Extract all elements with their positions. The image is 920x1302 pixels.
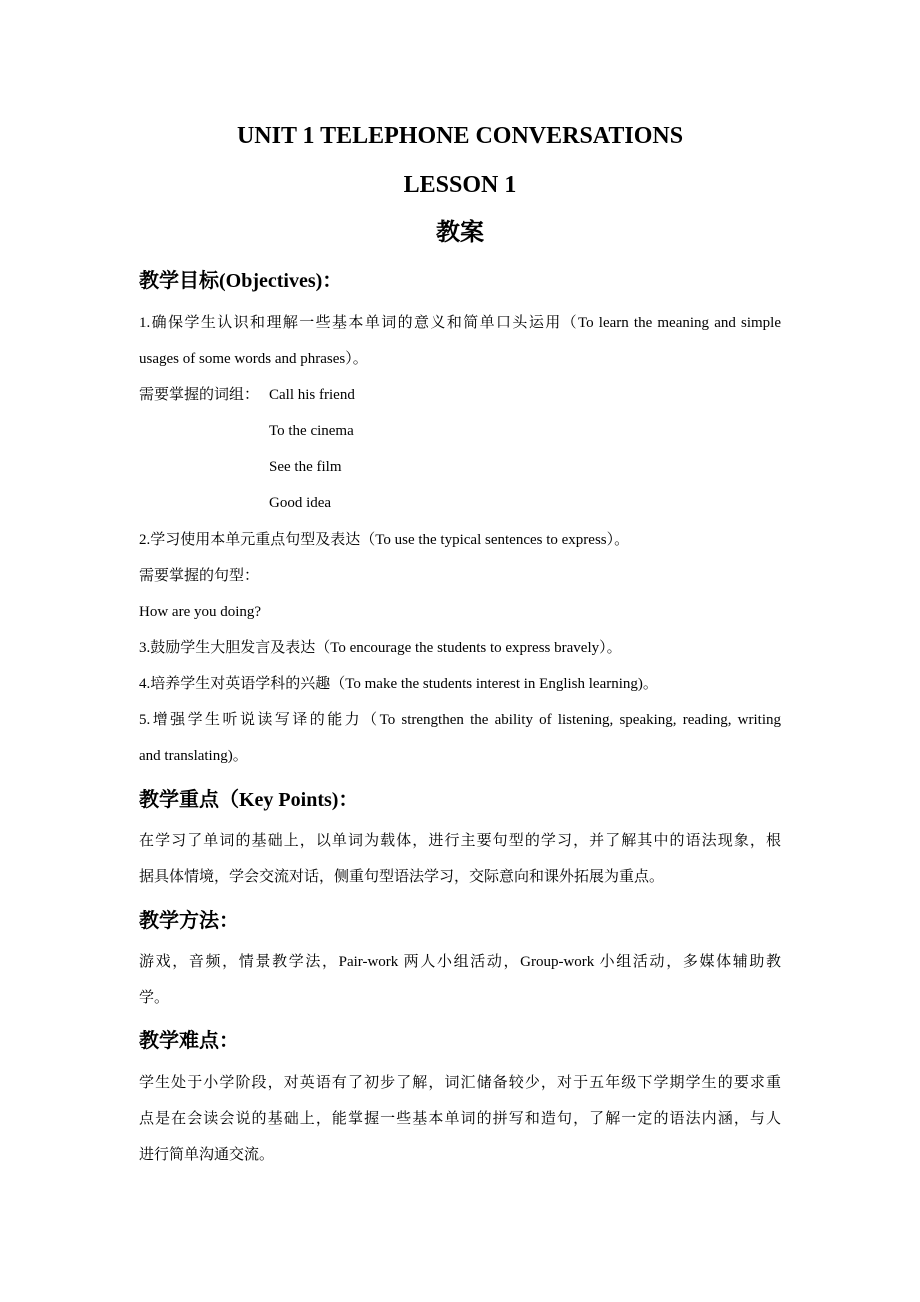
objective-item-1-line-2: usages of some words and phrases）。 xyxy=(139,351,368,367)
lesson-title: LESSON 1 xyxy=(403,172,517,198)
methods-line-1: 游戏，音频，情景教学法，Pair-work 两人小组活动，Group-work 小组活动，多媒体辅助教 xyxy=(139,954,781,970)
difficulties-line-1: 学生处于小学阶段，对英语有了初步了解，词汇储备较少，对于五年级下学期学生的要求重 xyxy=(139,1075,781,1091)
objective-item-5-line-2: and translating)。 xyxy=(139,748,248,764)
lesson-plan-title: 教案 xyxy=(436,220,484,246)
phrase-item: Call his friend xyxy=(269,387,355,403)
phrases-label: 需要掌握的词组： xyxy=(139,387,260,403)
unit-title: UNIT 1 TELEPHONE CONVERSATIONS xyxy=(236,123,684,149)
difficulties-heading: 教学难点： xyxy=(139,1030,239,1052)
methods-heading: 教学方法： xyxy=(139,910,239,932)
objectives-heading: 教学目标(Objectives)： xyxy=(139,270,343,292)
phrase-item: Good idea xyxy=(269,495,332,511)
phrase-item: To the cinema xyxy=(269,423,354,439)
methods-line-2: 学。 xyxy=(139,990,170,1006)
key-points-heading: 教学重点（Key Points)： xyxy=(139,789,359,811)
sentences-label: 需要掌握的句型： xyxy=(139,568,260,584)
objective-item-5-line-1: 5.增强学生听说读写译的能力（To strengthen the ability of listening, speaking, reading, writing xyxy=(139,712,781,728)
objective-item-1-line-1: 1.确保学生认识和理解一些基本单词的意义和简单口头运用（To learn the meaning and simple xyxy=(139,315,781,331)
objective-item-2: 2.学习使用本单元重点句型及表达（To use the typical sentences to express）。 xyxy=(139,532,630,548)
difficulties-line-3: 进行简单沟通交流。 xyxy=(139,1147,275,1163)
difficulties-line-2: 点是在会读会说的基础上，能掌握一些基本单词的拼写和造句，了解一定的语法内涵，与人 xyxy=(139,1111,781,1127)
phrase-item: See the film xyxy=(269,459,342,475)
sentence-item: How are you doing? xyxy=(139,604,262,620)
key-points-line-1: 在学习了单词的基础上，以单词为载体，进行主要句型的学习，并了解其中的语法现象，根 xyxy=(139,833,781,849)
key-points-line-2: 据具体情境，学会交流对话，侧重句型语法学习，交际意向和课外拓展为重点。 xyxy=(139,869,665,885)
objective-item-4: 4.培养学生对英语学科的兴趣（To make the students interest in English learning)。 xyxy=(139,676,658,692)
objective-item-3: 3.鼓励学生大胆发言及表达（To encourage the students to express bravely）。 xyxy=(139,640,622,656)
